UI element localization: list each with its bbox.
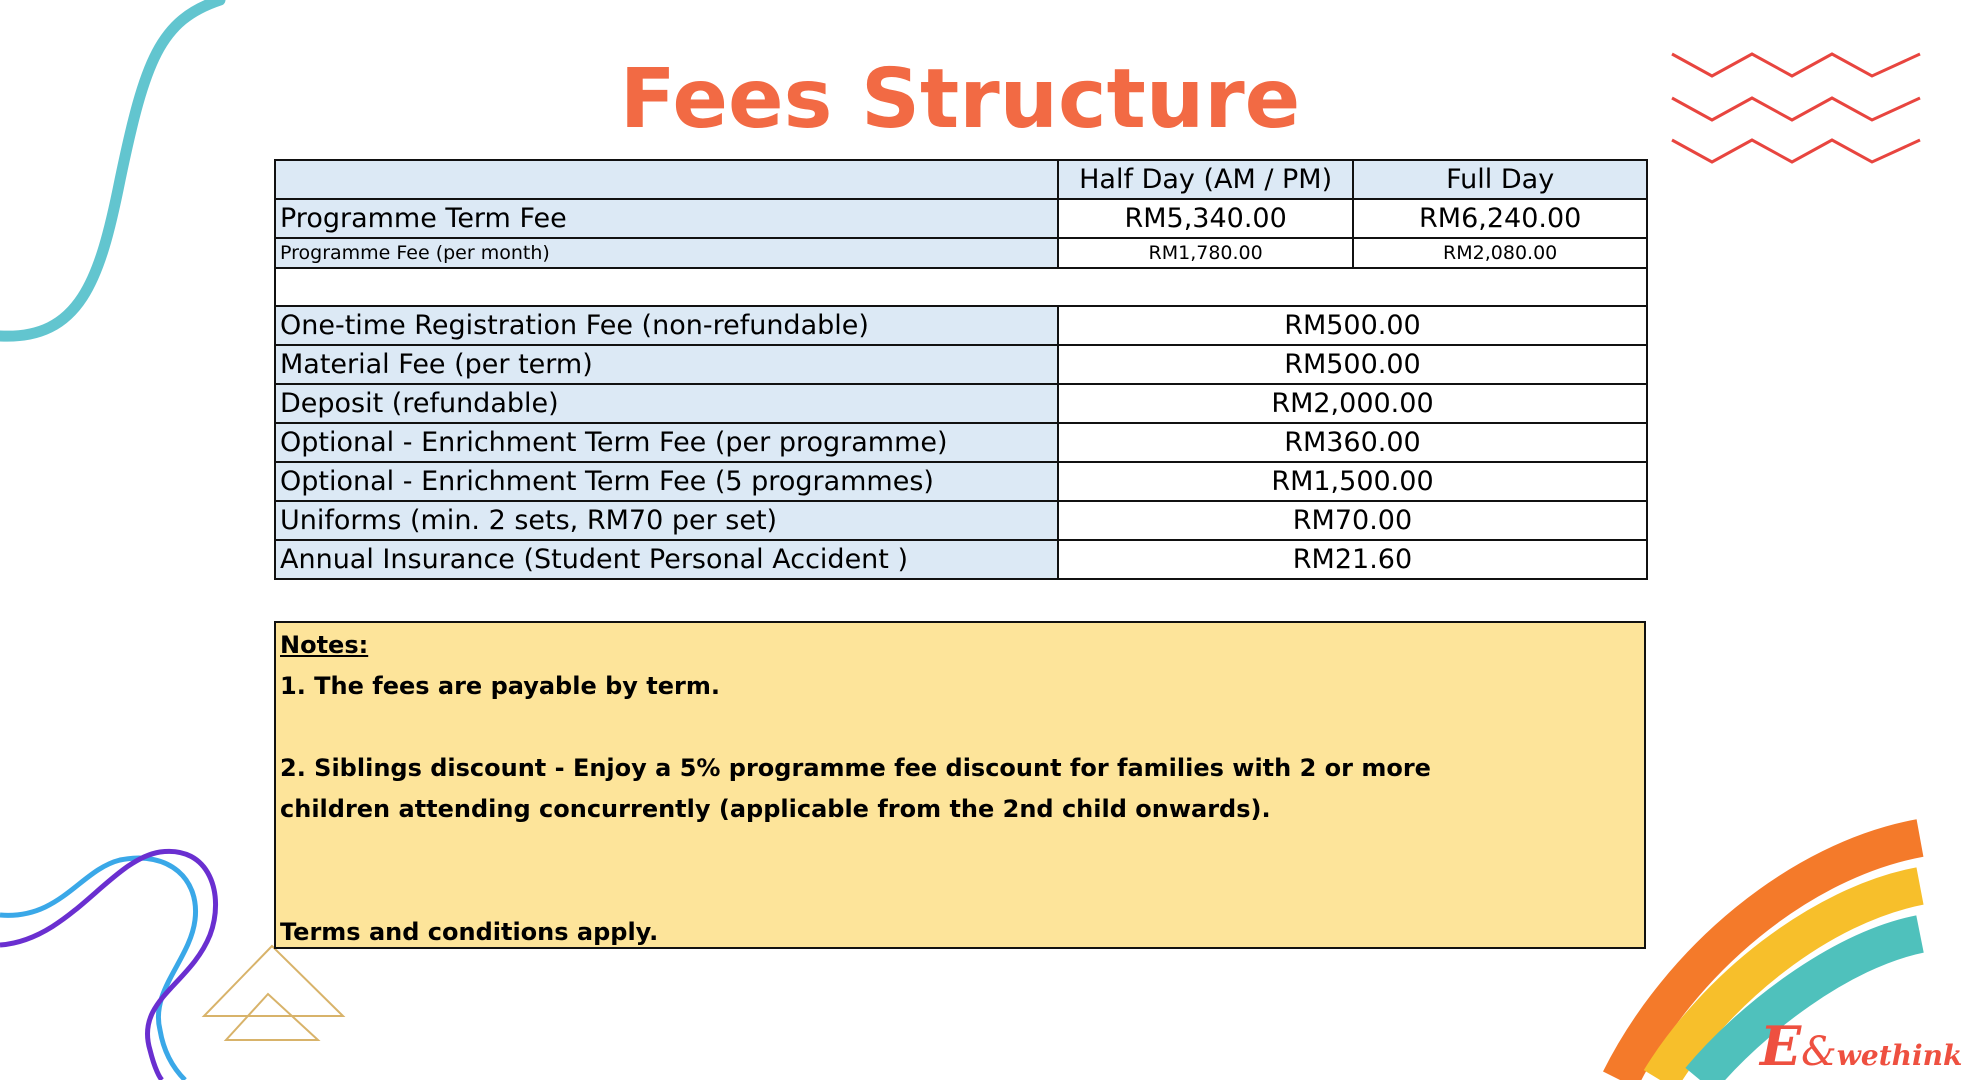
header-half-day: Half Day (AM / PM): [1058, 160, 1353, 199]
fee-label: Optional - Enrichment Term Fee (per programme): [275, 423, 1058, 462]
fees-table: [274, 159, 1648, 580]
table-row: [275, 501, 1647, 540]
term-fee-full-day: RM6,240.00: [1353, 199, 1647, 238]
table-row: [275, 462, 1647, 501]
table-row: [275, 384, 1647, 423]
term-fee-half-day: RM5,340.00: [1058, 199, 1353, 238]
fee-value: RM500.00: [1058, 306, 1647, 345]
spacer-row: [275, 268, 1647, 306]
fee-label: Deposit (refundable): [275, 384, 1058, 423]
fee-label: Material Fee (per term): [275, 345, 1058, 384]
fee-label: Optional - Enrichment Term Fee (5 programmes): [275, 462, 1058, 501]
fee-label: Uniforms (min. 2 sets, RM70 per set): [275, 501, 1058, 540]
notes-box: [274, 621, 1646, 949]
header-full-day: Full Day: [1353, 160, 1647, 199]
fee-label: Annual Insurance (Student Personal Accident ): [275, 540, 1058, 579]
notes-heading: Notes:: [280, 631, 369, 659]
table-row: [275, 540, 1647, 579]
monthly-fee-half-day: RM1,780.00: [1058, 238, 1353, 268]
teal-wave-decoration: [0, 0, 220, 336]
fee-label: One-time Registration Fee (non-refundable): [275, 306, 1058, 345]
table-row: [275, 423, 1647, 462]
logo-letter: E: [1760, 1014, 1802, 1078]
fee-value: RM70.00: [1058, 501, 1647, 540]
header-blank-cell: [275, 160, 1058, 199]
triangles-decoration: [204, 946, 343, 1040]
fee-value: RM360.00: [1058, 423, 1647, 462]
table-row: [275, 199, 1647, 238]
table-row: [275, 345, 1647, 384]
term-fee-label: Programme Term Fee: [275, 199, 1058, 238]
fee-value: RM2,000.00: [1058, 384, 1647, 423]
fee-value: RM21.60: [1058, 540, 1647, 579]
edwethink-logo: [1760, 1014, 1962, 1078]
note-item-2-line-2: children attending concurrently (applicable from the 2nd child onwards).: [280, 795, 1271, 823]
table-row: [275, 306, 1647, 345]
fee-value: RM500.00: [1058, 345, 1647, 384]
swirl-decoration: [0, 851, 216, 1080]
table-row: [275, 238, 1647, 268]
monthly-fee-full-day: RM2,080.00: [1353, 238, 1647, 268]
page-title: Fees Structure: [619, 52, 1301, 147]
note-item-1: 1. The fees are payable by term.: [280, 672, 720, 700]
note-item-2-line-1: 2. Siblings discount - Enjoy a 5% programme fee discount for families with 2 or more: [280, 754, 1431, 782]
table-header-row: [275, 160, 1647, 199]
monthly-fee-label: Programme Fee (per month): [275, 238, 1058, 268]
terms-note: Terms and conditions apply.: [280, 918, 659, 946]
fee-value: RM1,500.00: [1058, 462, 1647, 501]
logo-ampersand: &: [1801, 1029, 1837, 1075]
logo-text: wethink: [1836, 1039, 1962, 1072]
